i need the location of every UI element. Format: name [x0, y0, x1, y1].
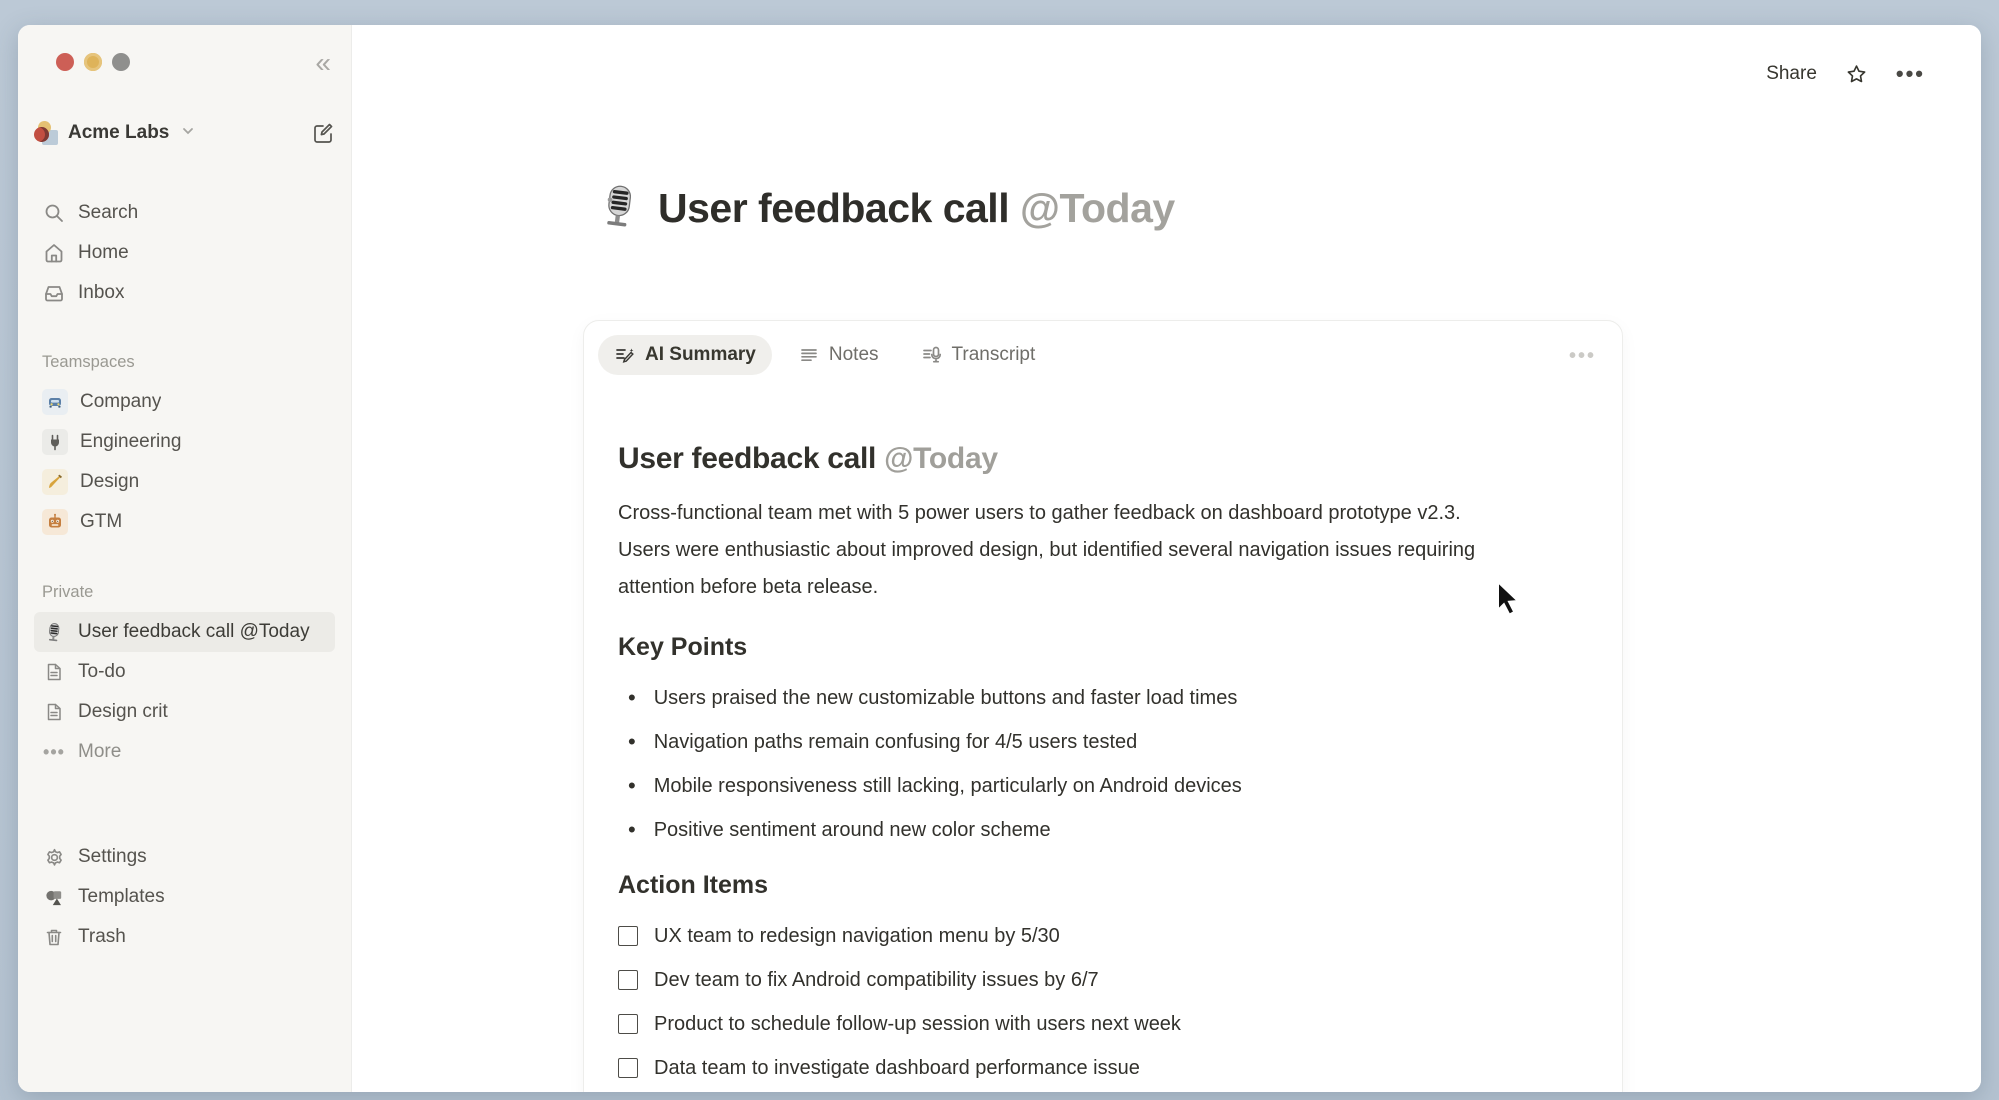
private-section: [34, 583, 335, 772]
todo-label: Data team to investigate dashboard performance issue: [654, 1056, 1140, 1079]
tab-label: AI Summary: [645, 344, 756, 365]
workspace-name: Acme Labs: [68, 122, 170, 143]
sidebar-footer: [34, 837, 335, 957]
sidebar-item-templates[interactable]: [34, 877, 335, 917]
summary-paragraph: Cross-functional team met with 5 power users to gather feedback on dashboard prototype v2.3. Users were enthusiastic about improved design, but identified several navigation issues requiring attention before beta release.: [618, 502, 1476, 598]
workspace-logo: [34, 121, 58, 145]
trash-icon: [42, 927, 66, 947]
zoom-window-button[interactable]: [112, 53, 130, 71]
sidebar-item-search[interactable]: [34, 193, 335, 233]
sidebar-item-label: Home: [78, 242, 129, 263]
todo-checkbox[interactable]: [618, 970, 638, 990]
car-emoji: [42, 389, 68, 415]
todo-checkbox[interactable]: [618, 1058, 638, 1078]
action-items-heading: Action Items: [618, 871, 769, 899]
app-window: [18, 25, 1981, 1092]
sidebar-item-inbox[interactable]: [34, 273, 335, 313]
todo-item: [618, 1002, 1588, 1046]
page-title: [658, 185, 1175, 232]
summary-heading-mention: @Today: [884, 442, 998, 475]
key-point-item: • Mobile responsiveness still lacking, particularly on Android devices: [618, 764, 1588, 808]
close-window-button[interactable]: [56, 53, 74, 71]
tab-label: Notes: [828, 344, 879, 365]
key-points-list: [618, 676, 1588, 852]
gear-icon: [42, 847, 66, 868]
ai-summary-icon: [614, 344, 636, 366]
window-controls: [56, 53, 130, 71]
sidebar-item-label: Search: [78, 202, 139, 223]
card-more-icon[interactable]: •••: [1568, 345, 1596, 367]
summary-heading: [618, 439, 1588, 479]
main-content: [352, 25, 1981, 1092]
tab-ai-summary[interactable]: [598, 335, 772, 375]
sidebar-item-label: Design crit: [78, 701, 168, 722]
page-title-row: [596, 183, 1175, 234]
sidebar-item-label: User feedback call @Today: [78, 621, 310, 642]
sidebar-item-label: Company: [80, 391, 162, 412]
action-items-list: [618, 914, 1588, 1090]
sidebar-item-label: More: [78, 741, 122, 762]
teamspaces-label: Teamspaces: [42, 353, 135, 371]
sidebar-item-engineering[interactable]: [34, 422, 335, 462]
tab-transcript[interactable]: [905, 335, 1052, 375]
sidebar-item-settings[interactable]: [34, 837, 335, 877]
card-body: [584, 439, 1622, 1090]
page-icon: [42, 702, 66, 722]
paintbrush-emoji: [42, 469, 68, 495]
todo-item: [618, 1046, 1588, 1090]
sidebar-item-trash[interactable]: [34, 917, 335, 957]
sidebar-item-more[interactable]: [34, 732, 335, 772]
tab-label: Transcript: [951, 344, 1036, 365]
sidebar-item-user-feedback-call[interactable]: [34, 612, 335, 652]
home-icon: [42, 242, 66, 264]
transcript-icon: [921, 344, 943, 366]
key-points-heading: Key Points: [618, 633, 748, 661]
microphone-emoji: [42, 622, 66, 642]
ellipsis-icon: •••: [43, 741, 65, 762]
page-icon: [42, 662, 66, 682]
key-point-item: • Navigation paths remain confusing for 4/5 users tested: [618, 720, 1588, 764]
sidebar-item-label: To-do: [78, 661, 126, 682]
share-button[interactable]: Share: [1766, 63, 1817, 84]
shapes-icon: [42, 887, 66, 908]
ai-meeting-notes-card: [583, 320, 1623, 1092]
teamspaces-section: [34, 353, 335, 542]
sidebar-item-design-crit[interactable]: [34, 692, 335, 732]
collapse-sidebar-icon[interactable]: «: [315, 47, 329, 78]
sidebar-item-label: Settings: [78, 846, 147, 867]
sidebar-item-gtm[interactable]: [34, 502, 335, 542]
sidebar-item-to-do[interactable]: [34, 652, 335, 692]
todo-label: Product to schedule follow-up session with users next week: [654, 1012, 1181, 1035]
new-page-icon[interactable]: [311, 121, 335, 145]
summary-heading-text: User feedback call: [618, 442, 877, 475]
search-icon: [42, 202, 66, 224]
private-label: Private: [42, 583, 94, 601]
page-title-mention: @Today: [1020, 185, 1175, 231]
sidebar-nav: [34, 193, 335, 313]
sidebar-item-label: Templates: [78, 886, 165, 907]
sidebar-item-label: Inbox: [78, 282, 125, 303]
sidebar-item-design[interactable]: [34, 462, 335, 502]
todo-item: [618, 958, 1588, 1002]
sidebar-item-label: GTM: [80, 511, 123, 532]
page-more-icon[interactable]: •••: [1895, 61, 1925, 86]
key-point-item: • Positive sentiment around new color scheme: [618, 808, 1588, 852]
favorite-star-icon[interactable]: [1845, 63, 1868, 86]
chevron-down-icon: [181, 124, 195, 143]
sidebar-item-company[interactable]: [34, 382, 335, 422]
sidebar-item-label: Trash: [78, 926, 126, 947]
todo-checkbox[interactable]: [618, 1014, 638, 1034]
todo-label: UX team to redesign navigation menu by 5/30: [654, 924, 1060, 947]
todo-item: [618, 914, 1588, 958]
minimize-window-button[interactable]: [84, 53, 102, 71]
todo-checkbox[interactable]: [618, 926, 638, 946]
studio-microphone-emoji: [596, 183, 642, 234]
plug-emoji: [42, 429, 68, 455]
card-tabbar: [584, 321, 1622, 375]
workspace-switcher[interactable]: [34, 121, 335, 145]
sidebar-item-label: Engineering: [80, 431, 182, 452]
sidebar-item-label: Design: [80, 471, 140, 492]
todo-label: Dev team to fix Android compatibility issues by 6/7: [654, 968, 1099, 991]
page-title-text: User feedback call: [658, 185, 1010, 231]
notes-icon: [798, 344, 820, 366]
sidebar-item-home[interactable]: [34, 233, 335, 273]
sidebar: [18, 25, 352, 1092]
inbox-icon: [42, 282, 66, 304]
robot-emoji: [42, 509, 68, 535]
tab-notes[interactable]: [782, 335, 895, 375]
page-topbar: [1766, 61, 1925, 87]
key-point-item: • Users praised the new customizable buttons and faster load times: [618, 676, 1588, 720]
